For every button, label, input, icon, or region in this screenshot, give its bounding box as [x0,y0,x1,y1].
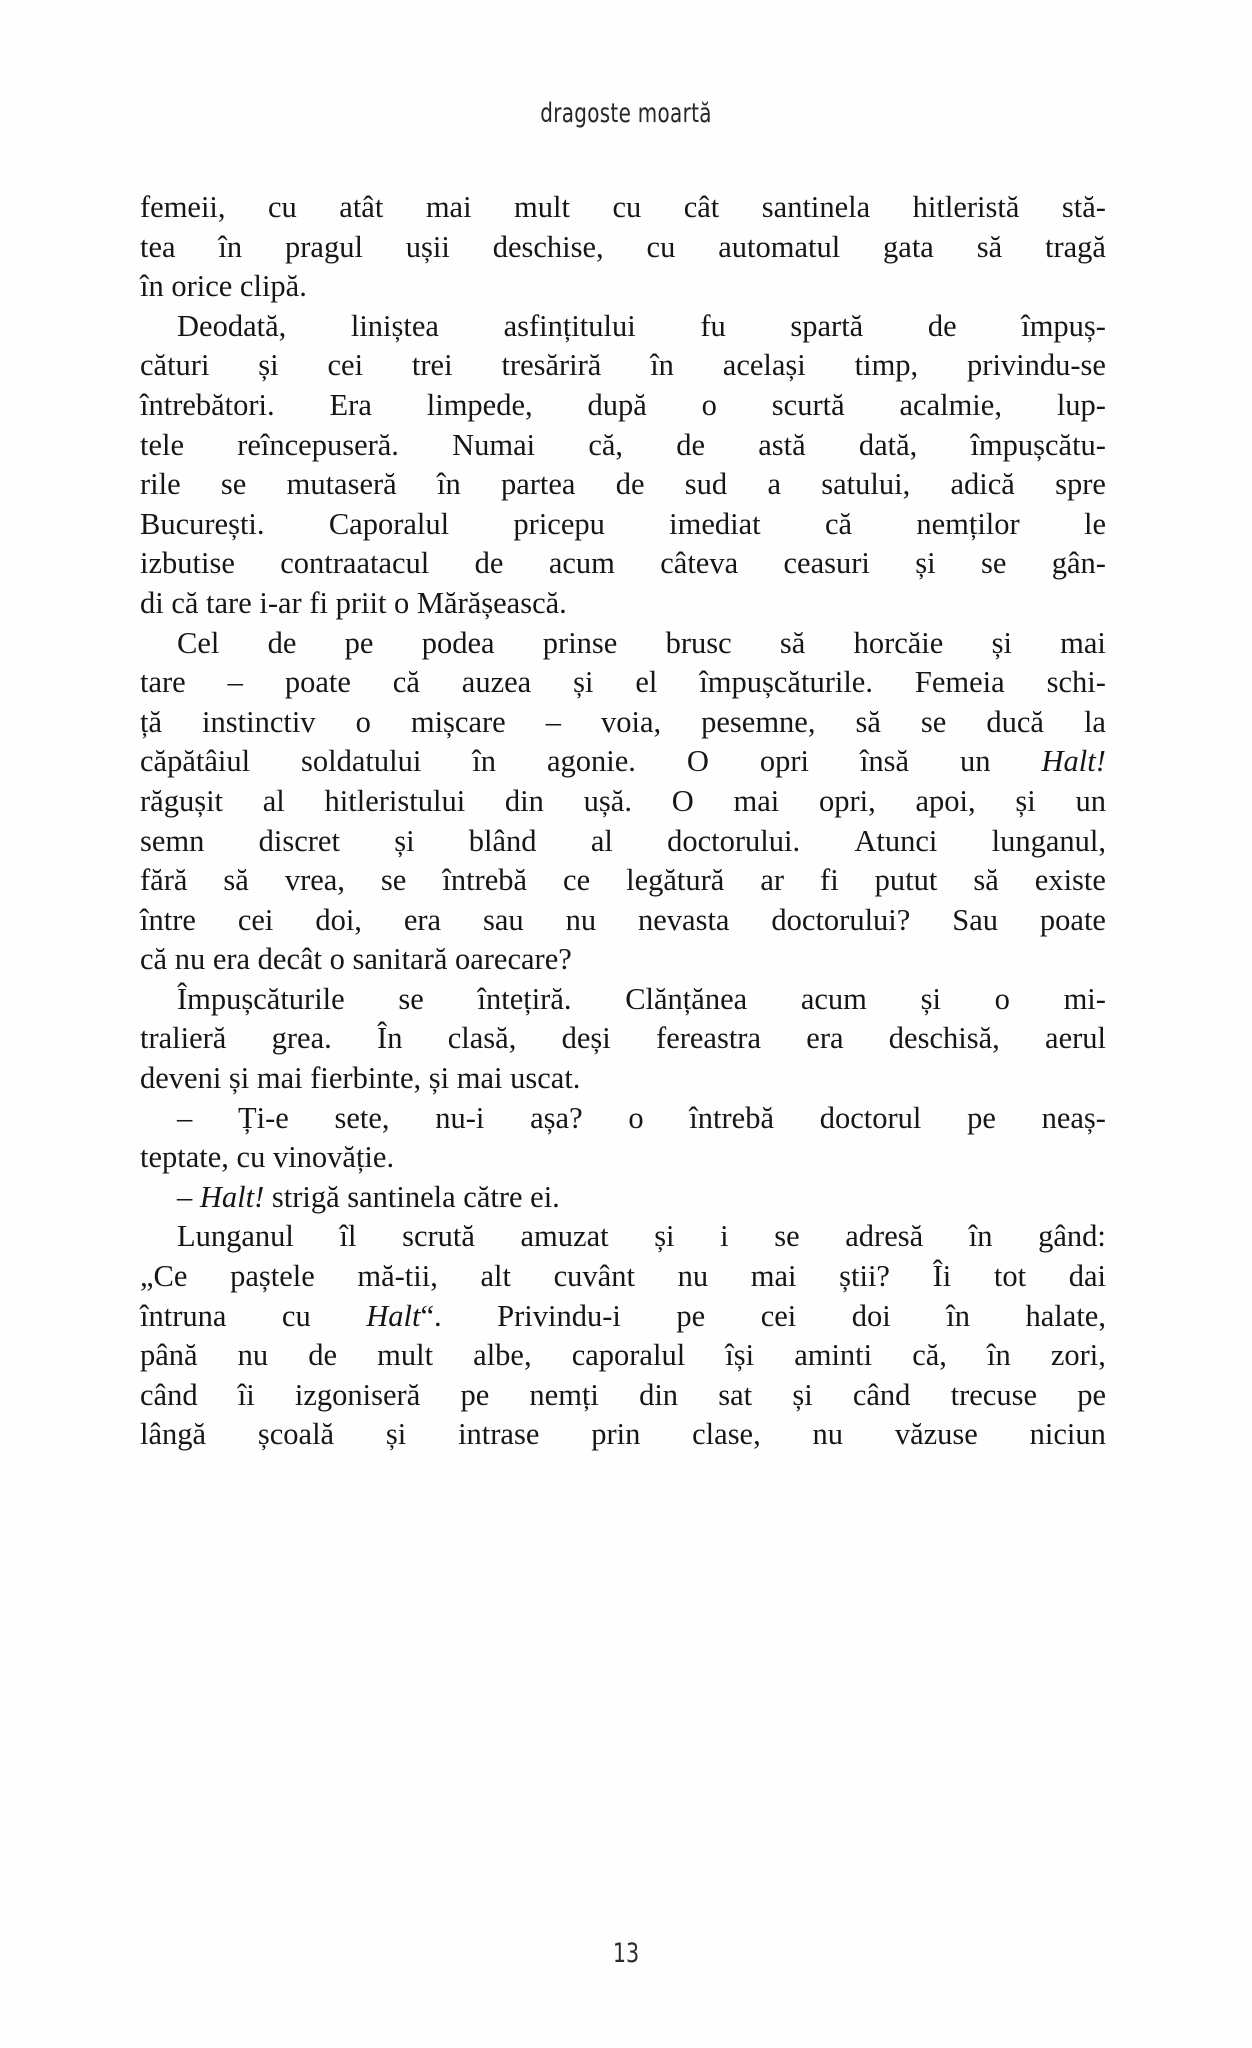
word: era [403,902,442,937]
word: ușii [405,229,450,264]
word: o [994,981,1010,1016]
word: când [140,1377,198,1412]
word: era [806,1021,844,1056]
text-line [140,1336,1106,1376]
word: nu [812,1417,844,1452]
text-line [140,465,1106,505]
word: se [920,704,947,739]
word: cu [281,1298,311,1333]
text-line [140,346,1106,386]
word: prin [591,1417,641,1452]
word: nemți [529,1377,599,1412]
word: mai [750,1259,797,1294]
word: mișcare [410,704,506,739]
word: nemților [916,506,1020,541]
word: de [474,546,504,581]
word: împușcăturile. [699,665,873,700]
word: acum [548,546,615,581]
text-line [140,822,1106,862]
word: agonie. [546,744,636,779]
word: pe [967,1100,996,1135]
word: tragă [1045,229,1106,264]
word: mult [514,190,570,224]
word: dai [1068,1259,1106,1294]
word: privindu-se [967,348,1106,383]
word: sau [483,902,524,937]
word: – [545,704,561,739]
text-line [140,1376,1106,1416]
word: însă [859,744,910,779]
text-line [140,703,1106,743]
text-line [140,1297,1106,1337]
word: astă [758,427,806,462]
text-line [140,228,1106,268]
word: izgoniseră [294,1377,421,1412]
italic-run: Halt! [199,1179,265,1214]
word: să [855,704,881,739]
text-line: deveni și mai fierbinte, și mai uscat. [140,1061,581,1096]
word: o [701,387,717,422]
text-line [140,901,1106,941]
word: discret [258,823,340,858]
word: putut [874,863,938,898]
word: paștele [230,1259,315,1294]
word: vrea, [284,863,345,898]
word: pe [460,1377,490,1412]
word: aminti [794,1338,873,1373]
text-line [140,624,1106,664]
word: cei [237,902,274,937]
word: asfințitului [503,308,636,343]
word: alt [480,1259,511,1294]
italic-run: Halt! [1041,744,1106,779]
word: Deodată, [177,308,287,343]
word: în [650,348,674,383]
word: văzuse [894,1417,978,1452]
text-line: că nu era decât o sanitară oarecare? [140,942,572,977]
word: neaș- [1041,1100,1106,1135]
body-text-block [140,188,1106,1455]
word: știi? [839,1259,890,1294]
word: Clănțănea [625,981,748,1016]
word: clase, [692,1417,761,1452]
word: să [779,625,806,660]
word: ță [140,704,163,739]
word: i [720,1219,729,1254]
word: tot [993,1259,1027,1294]
word: se [398,981,424,1016]
word [1042,742,1106,782]
word: opri [759,744,809,779]
word: Femeia [914,665,1005,700]
word: poate [284,665,351,700]
text-line [140,544,1106,584]
word: auzea [461,665,532,700]
word: fereastra [656,1021,761,1056]
word: pe [676,1298,706,1333]
word: scurtă [771,387,845,422]
word: Atunci [854,823,938,858]
word: adică [950,467,1015,502]
word: mi- [1063,981,1106,1016]
word: Ți-e [237,1100,289,1135]
word: și [654,1219,675,1254]
word: îl [339,1219,357,1254]
word: izbutise [140,546,235,581]
word: după [587,387,647,422]
word: spartă [790,308,864,343]
word: tele [140,427,185,462]
word: că, [588,427,624,462]
word: răgușit [140,783,224,818]
word: să [973,863,999,898]
word: voia, [600,704,662,739]
word: trecuse [950,1377,1037,1412]
word: la [1083,704,1106,739]
word: mult [377,1338,434,1373]
word: că [392,665,420,700]
page-number: 13 [612,1938,640,1969]
text-line [140,861,1106,901]
word: – [177,1100,193,1135]
word: Îi [932,1259,952,1294]
text-line [140,307,1106,347]
word: hitleristă [912,190,1020,224]
word: din [504,783,544,818]
word: în [946,1298,970,1333]
word: și [385,1417,407,1452]
word: să [976,229,1003,264]
word: cături [140,348,210,383]
running-header: dragoste moartă [540,98,712,129]
word: liniștea [350,308,439,343]
word: de [615,467,645,502]
word: grea. [271,1021,332,1056]
word: sat [718,1377,753,1412]
word: în [436,467,461,502]
word: pesemne, [701,704,816,739]
word: Numai [452,427,536,462]
word: contraatacul [280,546,430,581]
word: podea [421,625,495,660]
word: cei [327,348,364,383]
word: de [267,625,297,660]
word: halate, [1025,1298,1106,1333]
word: în [472,744,497,779]
word: Sau [952,902,998,937]
word: un [960,744,991,779]
word: Privindu-i [497,1298,621,1333]
text-line [140,1415,1106,1455]
word: până [140,1338,198,1373]
word: mă-tii, [357,1259,438,1294]
word: deși [561,1021,611,1056]
word: a [767,467,781,502]
word: nu [677,1259,709,1294]
text-line [140,980,1106,1020]
word: deschise, [492,229,604,264]
word: o [628,1100,644,1135]
word: se [220,467,247,502]
word: și [991,625,1012,660]
word: întrebă [442,863,528,898]
word: Era [329,387,372,422]
word: se [774,1219,800,1254]
word: o [355,704,371,739]
word: doctorului? [771,902,911,937]
text-line [140,1019,1106,1059]
word: gând: [1038,1219,1106,1254]
word: nu [565,902,597,937]
word: rile [140,467,181,502]
word: și [915,546,936,581]
word: santinela [761,190,871,224]
word: O [671,783,694,818]
word: ducă [986,704,1044,739]
word: că, [912,1338,947,1373]
word: de [927,308,957,343]
word: zori, [1050,1338,1106,1373]
word: spre [1055,467,1106,502]
word: acalmie, [899,387,1002,422]
word: O [686,744,709,779]
word: – [227,665,243,700]
word: să [223,863,249,898]
word: albe, [473,1338,532,1373]
word: semn [140,823,205,858]
word: lunganul, [991,823,1106,858]
word: femeii, [140,190,226,224]
word: al [262,783,285,818]
word: existe [1034,863,1106,898]
word: horcăie [853,625,944,660]
text-line [140,386,1106,426]
word: școală [257,1417,335,1452]
word: gata [883,229,934,264]
word: se [380,863,407,898]
word: niciun [1029,1417,1106,1452]
word: mai [1060,625,1106,660]
word: acum [800,981,867,1016]
word: nu-i [435,1100,485,1135]
word: brusc [665,625,732,660]
word: scrută [402,1219,475,1254]
word: căpătâiul [140,744,251,779]
word: adresă [845,1219,924,1254]
word: În [377,1021,403,1056]
word: nevasta [638,902,730,937]
word: fu [700,308,726,343]
word: soldatului [301,744,422,779]
word: mutaseră [286,467,397,502]
word: ușă. [583,783,632,818]
word: cei [760,1298,797,1333]
word: se [980,546,1007,581]
word: amuzat [520,1219,609,1254]
word: opri, [818,783,876,818]
word: Halt“. [366,1298,442,1333]
word: și [394,823,415,858]
word: gân- [1051,546,1106,581]
word: al [590,823,613,858]
word: împușcătu- [970,427,1106,462]
word: lup- [1056,387,1106,422]
word: pragul [285,229,363,264]
text-line [140,505,1106,545]
text-line [140,1257,1106,1297]
word: București. [140,506,265,541]
word: automatul [718,229,841,264]
word: tare [140,665,186,700]
word: caporalul [571,1338,686,1373]
word: el [635,665,658,700]
text-line [140,663,1106,703]
word: împuș- [1021,308,1106,343]
word: de [676,427,706,462]
text-line [140,426,1106,466]
word: doctorul [819,1100,922,1135]
word: fără [140,863,188,898]
word: prinse [542,625,618,660]
word: apoi, [915,783,976,818]
word: și [573,665,594,700]
word: reîncepuseră. [237,427,399,462]
word: atât [339,190,384,224]
word: același [722,348,806,383]
word: câteva [660,546,739,581]
text-line [140,742,1106,782]
word: cu [612,190,642,224]
word: între [140,902,196,937]
word: tralieră [140,1021,227,1056]
text-line: în orice clipă. [140,269,307,304]
word: cuvânt [553,1259,635,1294]
text-line [140,1217,1106,1257]
word: instinctiv [202,704,316,739]
text-line [140,188,1106,228]
word: și [1015,783,1036,818]
word: legătură [626,863,725,898]
word: tea [140,229,176,264]
word: Cel [177,625,220,660]
word: mai [425,190,472,224]
word: timp, [854,348,919,383]
word: blând [468,823,537,858]
word: că [824,506,853,541]
word: pricepu [513,506,605,541]
word: în [218,229,243,264]
word: lângă [140,1417,207,1452]
word: „Ce [140,1259,188,1294]
word: cu [268,190,297,224]
word: doi, [315,902,362,937]
word: tresăriră [501,348,602,383]
word: întrebă [689,1100,774,1135]
word: din [639,1377,679,1412]
word: trei [411,348,453,383]
word: stă- [1061,190,1106,224]
word: le [1083,506,1106,541]
word: întrebători. [140,387,275,422]
word: cu [646,229,676,264]
word: Împușcăturile [177,981,345,1016]
text-line [140,782,1106,822]
word: ceasuri [783,546,870,581]
word: întețiră. [477,981,572,1016]
word: și [258,348,279,383]
word: partea [500,467,576,502]
word: nu [237,1338,269,1373]
word: doi [851,1298,891,1333]
word: hitleristului [324,783,466,818]
word: fi [820,863,839,898]
word: doctorului. [667,823,801,858]
word: în [987,1338,1011,1373]
word: satului, [821,467,911,502]
text-line: – Halt! strigă santinela către ei. [177,1179,560,1214]
word: Caporalul [328,506,450,541]
word: ce [563,863,591,898]
text-line: teptate, cu vinovăție. [140,1140,395,1175]
word: sete, [334,1100,390,1135]
word: intrase [458,1417,540,1452]
word: sud [684,467,728,502]
word: și [792,1377,813,1412]
word: în [968,1219,993,1254]
word: schi- [1046,665,1106,700]
word: așa? [530,1100,583,1135]
word: limpede, [426,387,533,422]
italic-run: Halt [366,1298,421,1333]
text-line: di că tare i-ar fi priit o Mărășească. [140,585,567,620]
word: deschisă, [888,1021,1000,1056]
word: își [725,1338,755,1373]
word: întruna [140,1298,227,1333]
word: pe [1077,1377,1106,1412]
word: cât [683,190,720,224]
word: Lunganul [177,1219,294,1254]
word: când [852,1377,911,1412]
word: de [308,1338,338,1373]
word: îi [237,1377,255,1412]
word: aerul [1045,1021,1106,1056]
word: clasă, [447,1021,517,1056]
word: ar [760,863,785,898]
text-line [140,1099,1106,1139]
word: pe [344,625,374,660]
word: poate [1039,902,1106,937]
word: un [1075,783,1106,818]
word: și [920,981,941,1016]
word: imediat [669,506,761,541]
word: dată, [858,427,918,462]
word: mai [733,783,780,818]
